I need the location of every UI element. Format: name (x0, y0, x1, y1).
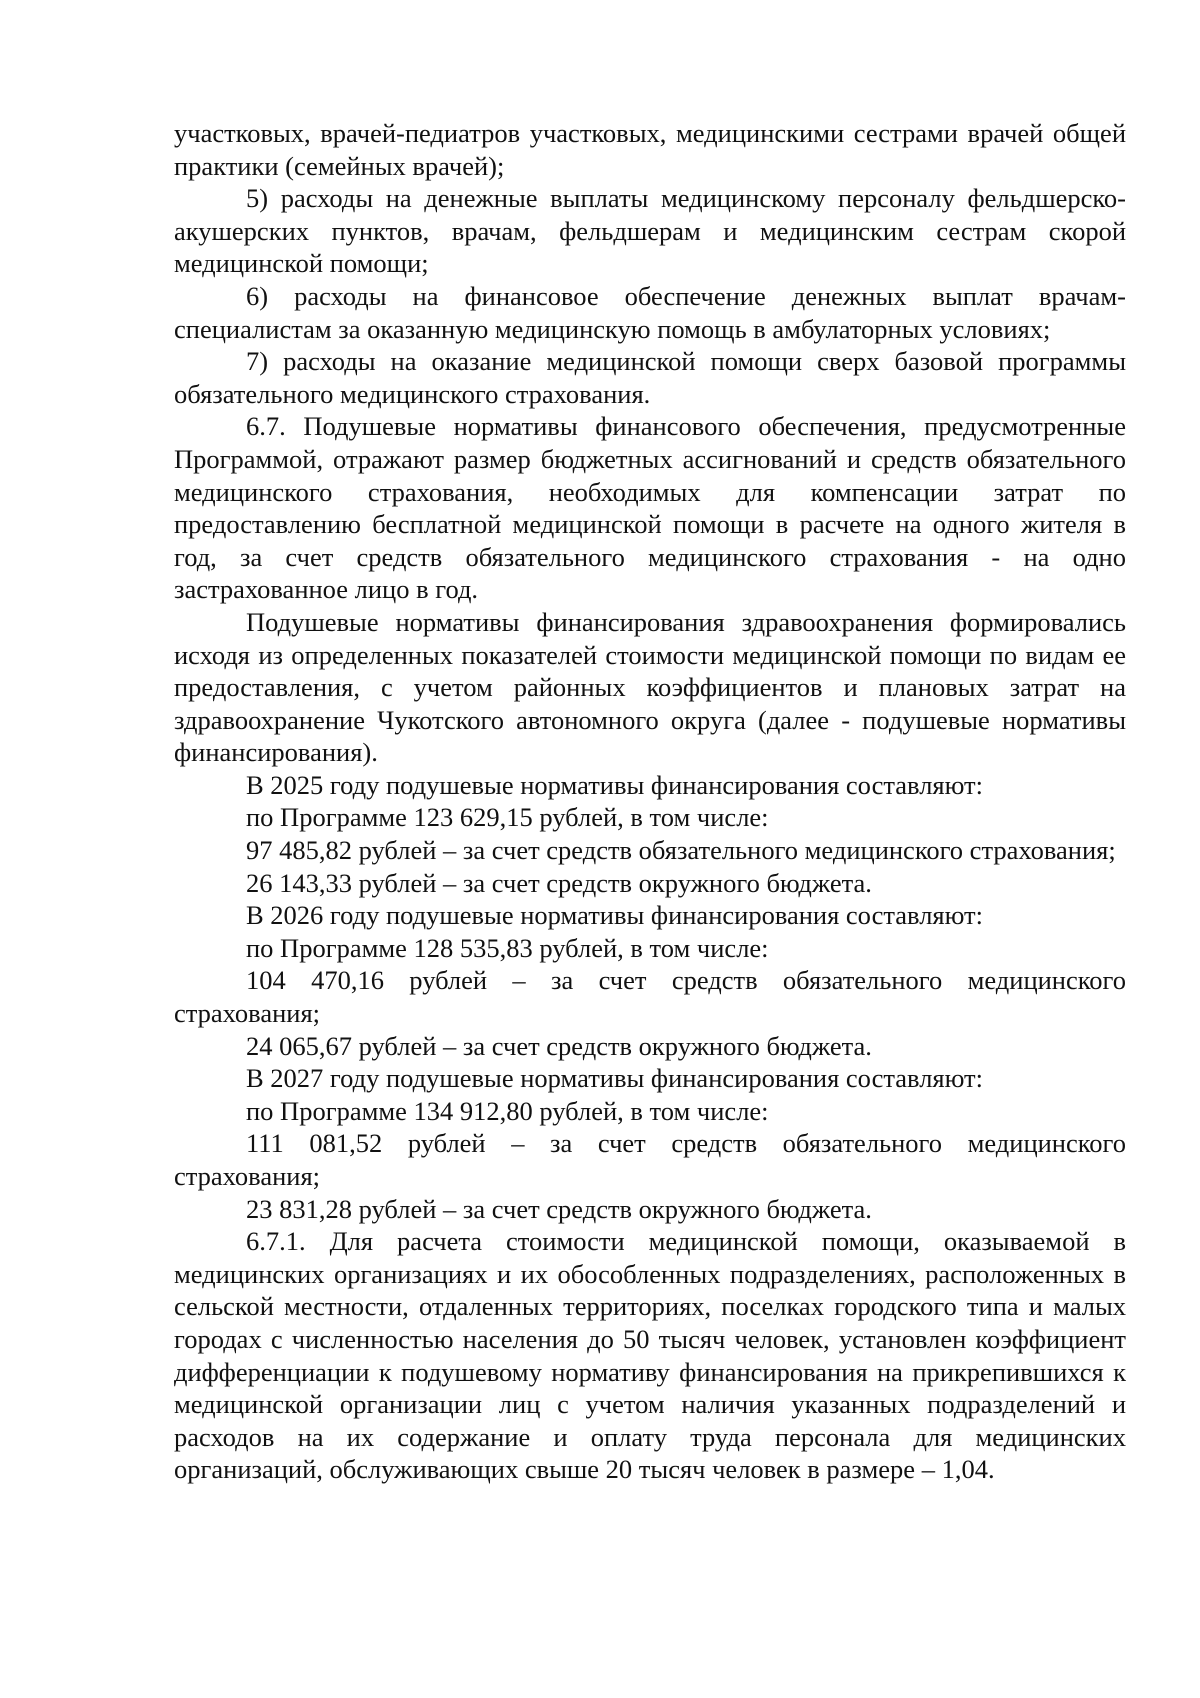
paragraph-item-7: 7) расходы на оказание медицинской помощи сверх базовой программы обязательного медицинского страхования. (174, 346, 1126, 409)
paragraph-2026-heading: В 2026 году подушевые нормативы финансирования составляют: (246, 900, 983, 931)
paragraph-item-5: 5) расходы на денежные выплаты медицинскому персоналу фельдшерско-акушерских пунктов, врачам, фельдшерам и медицинским сестрам скорой медицинской помощи; (174, 183, 1126, 279)
paragraph-normatives-formation: Подушевые нормативы финансирования здравоохранения формировались исходя из определенных показателей стоимости медицинской помощи по видам ее предоставления, с учетом районных коэффициентов и плановых затрат на здравоохранение Чукотского автономного округа (далее - подушевые нормативы финансирования). (174, 606, 1126, 768)
document-body (174, 117, 1126, 1486)
paragraph-2027-oms: 111 081,52 рублей – за счет средств обязательного медицинского страхования; (174, 1128, 1126, 1191)
paragraph-2027-budget: 23 831,28 рублей – за счет средств окружного бюджета. (246, 1193, 872, 1224)
paragraph-2026-program-total: по Программе 128 535,83 рублей, в том числе: (246, 932, 769, 963)
paragraph-continuation: участковых, врачей-педиатров участковых, медицинскими сестрами врачей общей практики (семейных врачей); (174, 118, 1126, 181)
paragraph-2025-budget: 26 143,33 рублей – за счет средств окружного бюджета. (246, 867, 872, 898)
paragraph-section-6-7: 6.7. Подушевые нормативы финансового обеспечения, предусмотренные Программой, отражают размер бюджетных ассигнований и средств обязательного медицинского страхования, необходимых для компенсации затрат по предоставлению бесплатной медицинской помощи в расчете на одного жителя в год, за счет средств обязательного медицинского страхования - на одно застрахованное лицо в год. (174, 411, 1126, 605)
paragraph-2025-heading: В 2025 году подушевые нормативы финансирования составляют: (246, 769, 983, 800)
paragraph-2027-heading: В 2027 году подушевые нормативы финансирования составляют: (246, 1063, 983, 1094)
paragraph-2026-budget: 24 065,67 рублей – за счет средств окружного бюджета. (246, 1030, 872, 1061)
paragraph-section-6-7-1: 6.7.1. Для расчета стоимости медицинской помощи, оказываемой в медицинских организациях и их обособленных подразделениях, расположенных в сельской местности, отдаленных территориях, поселках городского типа и малых городах с численностью населения до 50 тысяч человек, установлен коэффициент дифференциации к подушевому нормативу финансирования на прикрепившихся к медицинской организации лиц с учетом наличия указанных подразделений и расходов на их содержание и оплату труда персонала для медицинских организаций, обслуживающих свыше 20 тысяч человек в размере – 1,04. (174, 1226, 1126, 1485)
paragraph-2025-program-total: по Программе 123 629,15 рублей, в том числе: (246, 802, 769, 833)
paragraph-2027-program-total: по Программе 134 912,80 рублей, в том числе: (246, 1095, 769, 1126)
paragraph-item-6: 6) расходы на финансовое обеспечение денежных выплат врачам-специалистам за оказанную медицинскую помощь в амбулаторных условиях; (174, 280, 1126, 344)
paragraph-2025-oms: 97 485,82 рублей – за счет средств обязательного медицинского страхования; (246, 835, 1116, 866)
paragraph-2026-oms: 104 470,16 рублей – за счет средств обязательного медицинского страхования; (174, 965, 1126, 1029)
